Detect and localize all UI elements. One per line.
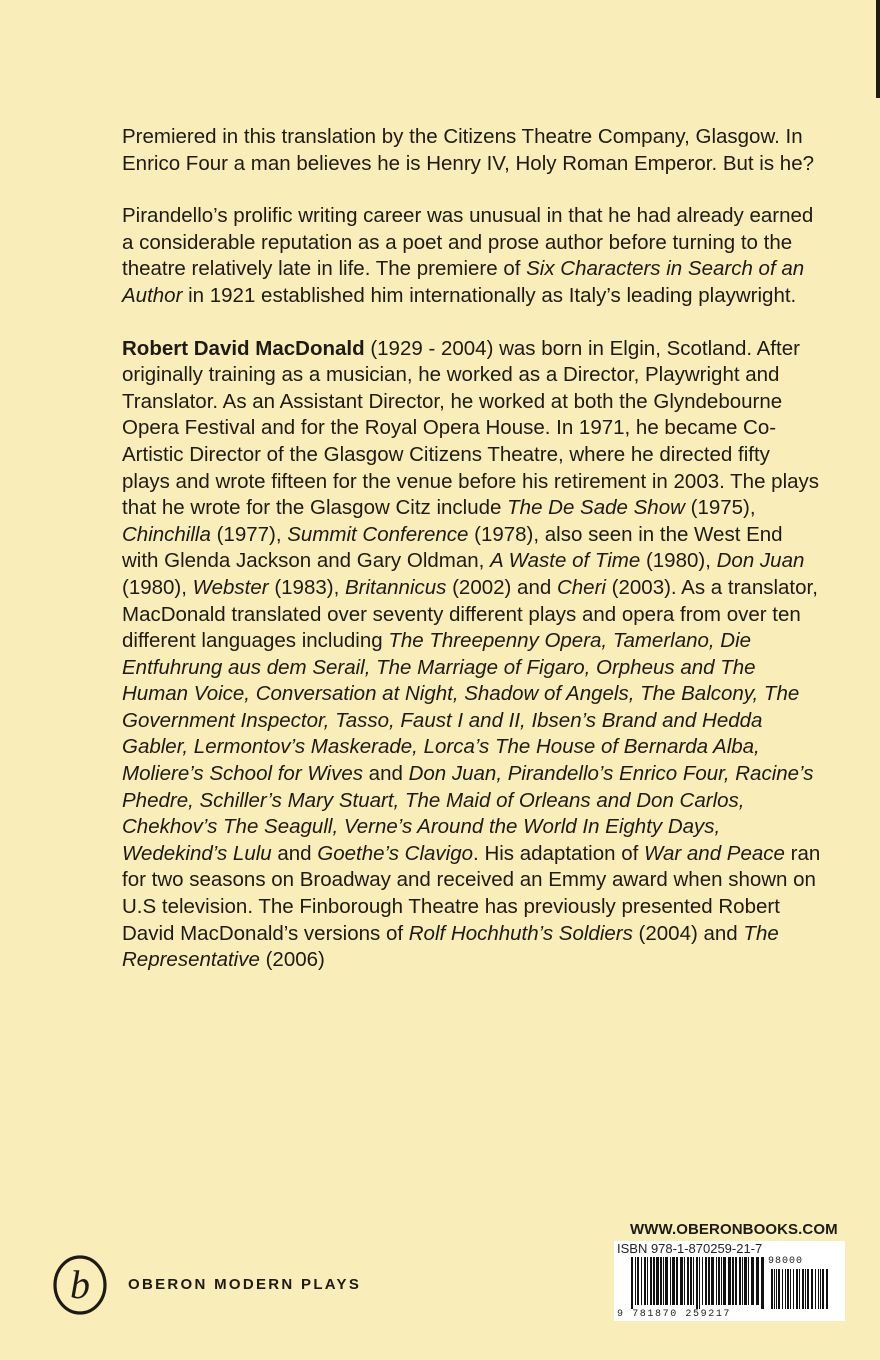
barcode-bar: [742, 1257, 743, 1305]
barcode-bar: [811, 1269, 813, 1309]
blurb-text: (2004) and: [632, 921, 744, 945]
barcode-bar: [708, 1257, 710, 1305]
barcode-bar: [699, 1257, 700, 1309]
blurb-text: (1978), also seen in the West End with Glenda Jackson and Gary Oldman,: [122, 522, 783, 573]
isbn-label: ISBN 978-1-870259-21-7: [617, 1241, 763, 1256]
barcode-bar: [670, 1257, 671, 1305]
barcode-bar: [631, 1257, 633, 1309]
barcode-bar: [684, 1257, 685, 1305]
work-title: A Waste of Time: [490, 549, 641, 573]
barcode-bar: [728, 1257, 731, 1305]
barcode-bar: [739, 1257, 741, 1305]
blurb-text: . His adaptation of: [473, 841, 644, 865]
publisher-website: WWW.OBERONBOOKS.COM: [630, 1221, 838, 1238]
barcode-addon-digits: 98000: [768, 1256, 804, 1267]
blurb-text: (2002) and: [446, 575, 557, 599]
barcode-bar: [782, 1269, 783, 1309]
barcode-bar: [680, 1257, 683, 1305]
work-title: Britannicus: [344, 575, 447, 599]
blurb-text: (1977),: [210, 522, 288, 546]
blurb-text: (1980),: [122, 575, 193, 599]
blurb-text: (1975),: [684, 496, 756, 520]
barcode-bar: [807, 1269, 809, 1309]
barcode-bar: [702, 1257, 703, 1305]
series-name: OBERON MODERN PLAYS: [128, 1276, 362, 1293]
barcode-bar: [826, 1269, 828, 1309]
work-title: The Threepenny Opera, Tamerlano, Die Entfuhrung aus dem Serail, The Marriage of Figaro, Orpheus and The Human Voice, Conversation at Night, Shadow of Angels, The Balcony, The Government Inspector, Tasso, Faust I and II, Ibsen’s Brand and Hedda Gabler, Lermontov’s Maskerade, Lorca’s The House of Bernarda Alba, Moliere’s School for Wives: [122, 629, 800, 786]
barcode-bar: [771, 1269, 773, 1309]
barcode-bar: [820, 1269, 821, 1309]
barcode-bar: [744, 1257, 747, 1305]
barcode-bar: [761, 1257, 764, 1309]
work-title: Summit Conference: [287, 522, 469, 546]
logo-letter: b: [70, 1262, 90, 1307]
barcode-bar: [693, 1257, 694, 1305]
barcode-bar: [805, 1269, 806, 1309]
blurb-play-title: Six Characters in Search of an Author: [122, 257, 805, 307]
blurb-text: (2006): [259, 948, 325, 972]
cover-edge-mark: [876, 0, 880, 98]
blurb-paragraph-pirandello: [122, 203, 822, 309]
work-title: Rolf Hochhuth’s Soldiers: [408, 921, 633, 945]
barcode-bar: [690, 1257, 692, 1305]
barcode-bar: [687, 1257, 689, 1305]
blurb-paragraph-production: Premiered in this translation by the Citizens Theatre Company, Glasgow. In Enrico Four a man believes he is Henry IV, Holy Roman Emperor. But is he?: [122, 125, 815, 175]
barcode-bar: [696, 1257, 698, 1309]
back-cover-blurb: [122, 124, 822, 974]
barcode-bar: [644, 1257, 646, 1305]
barcode-bar: [796, 1269, 798, 1309]
blurb-text: Pirandello’s prolific writing career was unusual in that he had already earned a considerable reputation as a poet and prose author before turning to the theatre relatively late in life. The premiere of: [122, 204, 814, 281]
barcode-bar: [641, 1257, 642, 1305]
barcode-bar: [776, 1269, 777, 1309]
barcode-bar: [711, 1257, 714, 1305]
barcode-bar: [665, 1257, 668, 1305]
author-name: Robert David MacDonald: [122, 336, 365, 360]
barcode-bar: [822, 1269, 824, 1309]
oberon-b-logo-icon: [50, 1255, 110, 1315]
barcode-bar: [802, 1269, 804, 1309]
barcode-bar: [735, 1257, 737, 1305]
barcode-bar: [790, 1269, 791, 1309]
blurb-text: (1980),: [640, 549, 717, 573]
barcode-bar: [748, 1257, 749, 1305]
barcode-bar: [799, 1269, 800, 1309]
barcode-bar: [656, 1257, 659, 1305]
barcode-bar: [647, 1257, 648, 1305]
barcode-bar: [705, 1257, 707, 1305]
barcode-bar: [653, 1257, 655, 1305]
barcode-bar: [676, 1257, 678, 1305]
blurb-paragraph-translator-bio: [122, 336, 822, 974]
blurb-text: and: [271, 841, 318, 865]
barcode-bar: [815, 1269, 816, 1309]
barcode-bar: [787, 1269, 789, 1309]
work-title: The De Sade Show: [507, 496, 685, 520]
barcode-bar: [818, 1269, 819, 1309]
blurb-text: ran for two seasons on Broadway and received an Emmy award when shown on U.S television. The Finborough Theatre has previously presented Robert David MacDonald’s versions of: [122, 841, 821, 945]
barcode-bar: [672, 1257, 675, 1305]
work-title: Don Juan, Pirandello’s Enrico Four, Racine’s Phedre, Schiller’s Mary Stuart, The Maid of Orleans and Don Carlos, Chekhov’s The Seagull, Verne’s Around the World In Eighty Days, Wedekind’s Lulu: [122, 762, 814, 865]
blurb-text: (2003). As a translator, MacDonald translated over seventy different plays and opera from over ten different languages including: [122, 575, 818, 653]
work-title: Don Juan: [716, 549, 805, 573]
barcode-bar: [716, 1257, 717, 1305]
barcode-bar: [723, 1257, 726, 1305]
blurb-text: (1983),: [268, 575, 345, 599]
barcode-bar: [756, 1257, 759, 1305]
barcode-bar: [660, 1257, 662, 1305]
barcode-bar: [751, 1257, 754, 1305]
work-title: Cheri: [556, 575, 606, 599]
barcode-bar: [721, 1257, 722, 1305]
blurb-text: and: [362, 762, 409, 786]
blurb-text: (1929 - 2004) was born in Elgin, Scotland. After originally training as a musician, he worked as a Director, Playwright and Translator. As an Assistant Director, he worked at both the Glyndebourne Opera Festival and for the Royal Opera House. In 1971, he became Co-Artistic Director of the Glasgow Citizens Theatre, where he directed fifty plays and wrote fifteen for the venue before his retirement in 2003. The plays that he wrote for the Glasgow Citz include: [122, 336, 820, 520]
barcode-bar: [793, 1269, 794, 1309]
work-title: War and Peace: [643, 841, 785, 865]
barcode-digits: 9 781870 259217: [617, 1309, 732, 1320]
barcode-bar: [637, 1257, 639, 1305]
blurb-text: in 1921 established him internationally as Italy’s leading playwright.: [182, 283, 797, 307]
barcode-bar: [718, 1257, 720, 1305]
work-title: Goethe’s Clavigo: [317, 841, 474, 865]
barcode-bar: [778, 1269, 780, 1309]
barcode-bar: [635, 1257, 636, 1305]
barcode-bar: [732, 1257, 734, 1305]
barcode-bar: [650, 1257, 652, 1305]
work-title: The Representative: [122, 921, 779, 972]
work-title: Chinchilla: [122, 522, 211, 546]
barcode-bar: [663, 1257, 664, 1305]
barcode-bar: [785, 1269, 786, 1309]
barcode-bar: [774, 1269, 775, 1309]
work-title: Webster: [192, 575, 269, 599]
